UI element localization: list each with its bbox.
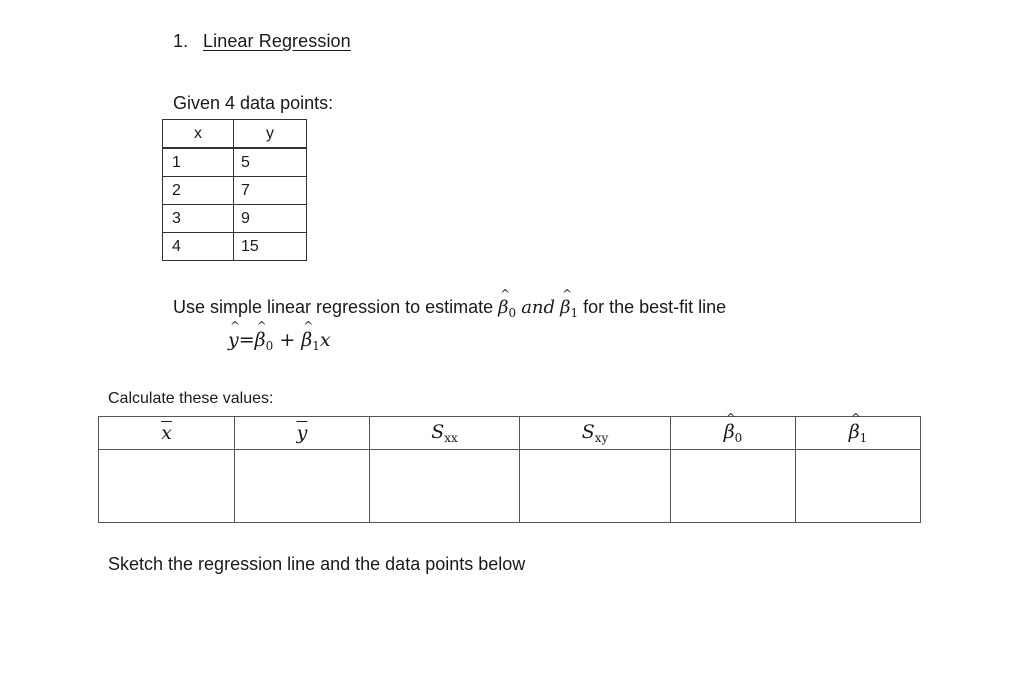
given-text: Given 4 data points: [173,93,334,113]
x-cell: 2 [163,177,234,205]
y-cell: 9 [234,205,307,233]
table-header-row [163,120,307,149]
table-row [163,177,307,205]
beta1-answer-cell[interactable] [796,450,921,523]
data-points-table [162,119,307,261]
sxy-header: $S_{xy}$ [520,417,671,450]
y-cell: 7 [234,177,307,205]
sketch-instruction: Sketch the regression line and the data points below [108,554,526,574]
sxy-answer-cell[interactable] [520,450,671,523]
problem-heading [173,31,351,52]
x-column-header: x [163,120,234,149]
instruction-text [173,297,726,320]
ybar-answer-cell[interactable] [235,450,370,523]
beta1-header: ^ $\beta_1$ [796,417,921,450]
values-header-row [99,417,921,450]
problem-title: Linear Regression [203,31,351,51]
sxx-header: $S_{xx}$ [370,417,520,450]
instruction-and: and [521,297,556,318]
beta0-answer-cell[interactable] [671,450,796,523]
beta0-hat-symbol: ^ $\beta_0$ [498,297,516,318]
problem-number: 1. [173,31,189,51]
y-column-header: y [234,120,307,149]
ybar-header: $\overline{y}$ [235,417,370,450]
values-table [98,416,921,523]
table-row [163,233,307,261]
beta0-header: ^ $\beta_0$ [671,417,796,450]
instruction-suffix: for the best-fit line [578,297,727,317]
sxx-answer-cell[interactable] [370,450,520,523]
x-cell: 4 [163,233,234,261]
instruction-prefix: Use simple linear regression to estimate [173,297,499,317]
x-cell: 1 [163,148,234,177]
y-cell: 5 [234,148,307,177]
regression-equation: ^ y=^ $\beta_0$ + ^ $\beta_1x$ [228,329,331,353]
beta1-hat-symbol: ^ $\beta_1$ [560,297,578,318]
x-cell: 3 [163,205,234,233]
xbar-header: $\overline{x}$ [99,417,235,450]
table-row [163,148,307,177]
calculate-text: Calculate these values: [108,390,274,407]
xbar-answer-cell[interactable] [99,450,235,523]
table-row [163,205,307,233]
values-answer-row [99,450,921,523]
y-cell: 15 [234,233,307,261]
